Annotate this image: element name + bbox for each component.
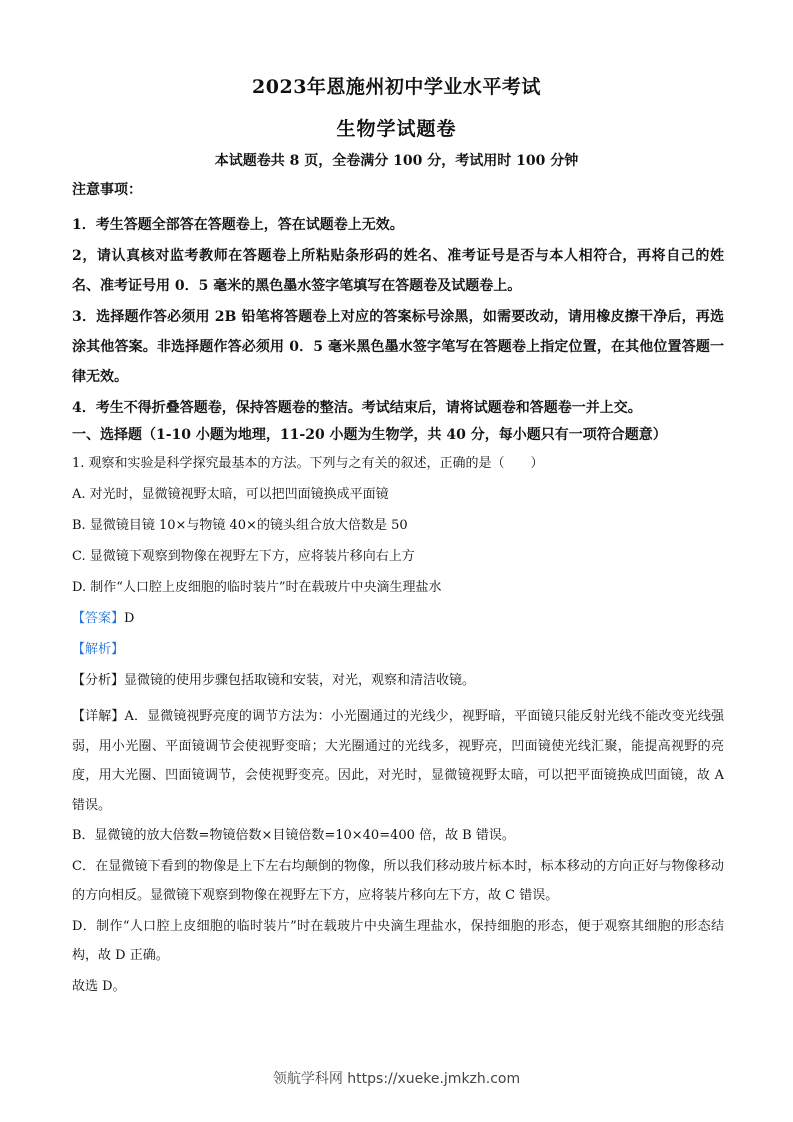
detail-a xyxy=(72,702,724,820)
option-b: B. 显微镜目镜 10×与物镜 40×的镜头组合放大倍数是 50 xyxy=(72,518,408,533)
analysis-tag: 【解析】 xyxy=(72,642,125,657)
fenxi-text: 显微镜的使用步骤包括取镜和安装，对光，观察和清洁收镜。 xyxy=(124,673,476,688)
exam-title: 2023年恩施州初中学业水平考试 xyxy=(252,76,541,98)
option-c: C. 显微镜下观察到物像在视野左下方，应将装片移向右上方 xyxy=(72,549,415,564)
answer-tag: 【答案】 xyxy=(72,611,125,626)
notice-heading: 注意事项： xyxy=(72,182,142,198)
paper-title: 生物学试题卷 xyxy=(336,118,457,140)
fenxi-line xyxy=(72,671,724,691)
notice-item-2: 2，请认真核对监考教师在答题卷上所粘贴条形码的姓名、准考证号是否与本人相符合，再将自己的姓名、准考证号用 0．5 毫米的黑色墨水签字笔填写在答题卷及试题卷上。 xyxy=(72,248,724,294)
analysis-line xyxy=(72,640,724,660)
detail-b: B．显微镜的放大倍数=物镜倍数×目镜倍数=10×40=400 倍，故 B 错误。 xyxy=(72,828,515,843)
question-stem: 1. 观察和实验是科学探究最基本的方法。下列与之有关的叙述，正确的是（ ） xyxy=(72,456,544,471)
conclusion: 故选 D。 xyxy=(72,978,126,994)
main-content xyxy=(72,180,724,1002)
section-heading: 一、选择题（1-10 小题为地理，11-20 小题为生物学，共 40 分，每小题只有一项符合题意） xyxy=(72,427,667,443)
footer-watermark: 领航学科网 https://xueke.jmkzh.com xyxy=(272,1071,521,1087)
notice-item-4: 4．考生不得折叠答题卷，保持答题卷的整洁。考试结束后，请将试题卷和答题卷一并上交。 xyxy=(72,400,642,416)
detail-c: C．在显微镜下看到的物像是上下左右均颠倒的物像，所以我们移动玻片标本时，标本移动的方向正好与物像移动的方向相反。显微镜下观察到物像在视野左下方，应将装片移向左下方，故 C 错误。 xyxy=(72,858,724,903)
option-d: D. 制作“人口腔上皮细胞的临时装片”时在载玻片中央滴生理盐水 xyxy=(72,580,442,595)
notice-item-3: 3．选择题作答必须用 2B 铅笔将答题卷上对应的答案标号涂黑，如需要改动，请用橡皮擦干净后，再选涂其他答案。非选择题作答必须用 0．5 毫米黑色墨水签字笔写在答题卷上指定位置，在其他位置答题一律无效。 xyxy=(72,309,724,385)
answer-line xyxy=(72,609,724,629)
answer-value: D xyxy=(124,611,135,626)
notice-item-1: 1．考生答题全部答在答题卷上，答在试题卷上无效。 xyxy=(72,217,404,233)
detail-tag: 【详解】 xyxy=(72,709,125,724)
detail-a-text: A．显微镜视野亮度的调节方法为：小光圈通过的光线少，视野暗，平面镜只能反射光线不能改变光线强弱，用小光圈、平面镜调节会使视野变暗；大光圈通过的光线多，视野亮，凹面镜使光线汇聚，能提高视野的亮度，用大光圈、凹面镜调节，会使视野变亮。因此，对光时，显微镜视野太暗，可以把平面镜换成凹面镜，故 A 错误。 xyxy=(72,709,724,813)
exam-info: 本试题卷共 8 页，全卷满分 100 分，考试用时 100 分钟 xyxy=(214,153,579,169)
option-a: A. 对光时，显微镜视野太暗，可以把凹面镜换成平面镜 xyxy=(72,487,389,502)
fenxi-tag: 【分析】 xyxy=(72,673,125,688)
detail-d: D．制作“人口腔上皮细胞的临时装片”时在载玻片中央滴生理盐水，保持细胞的形态，便于观察其细胞的形态结构，故 D 正确。 xyxy=(72,918,724,963)
